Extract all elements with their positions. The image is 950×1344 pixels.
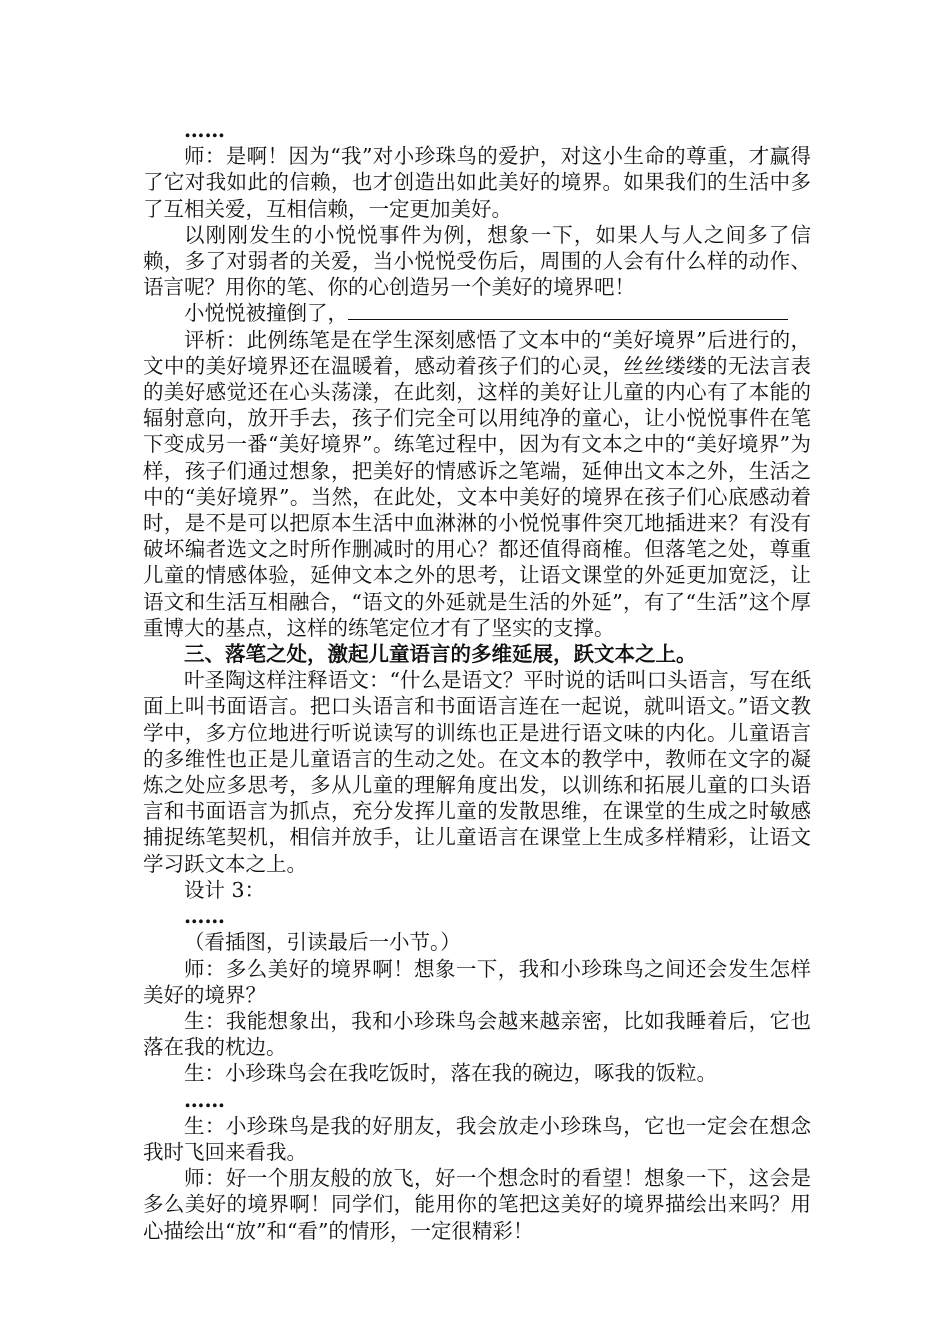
fill-in-blank-line <box>348 301 788 320</box>
fill-in-prefix: 小悦悦被撞倒了， <box>184 301 348 326</box>
teacher-question-paragraph: 师：多么美好的境界啊！想象一下，我和小珍珠鸟之间还会发生怎样美好的境界？ <box>143 956 811 1007</box>
xiaoyueyue-prompt-paragraph: 以刚刚发生的小悦悦事件为例，想象一下，如果人与人之间多了信赖，多了对弱者的关爱，当小悦悦受伤后，周围的人会有什么样的动作、语言呢？用你的笔、你的心创造另一个美好的境界吧！ <box>143 222 811 300</box>
fill-in-line-paragraph <box>143 300 811 326</box>
student-answer-3: 生：小珍珠鸟是我的好朋友，我会放走小珍珠鸟，它也一定会在想念我时飞回来看我。 <box>143 1113 811 1164</box>
illustration-instruction: （看插图，引读最后一小节。） <box>184 930 461 955</box>
section-heading-three: 三、落笔之处，激起儿童语言的多维延展，跃文本之上。 <box>184 642 697 667</box>
student-answer-2: 生：小珍珠鸟会在我吃饭时，落在我的碗边，啄我的饭粒。 <box>184 1061 717 1086</box>
student-answer-1: 生：我能想象出，我和小珍珠鸟会越来越亲密，比如我睡着后，它也落在我的枕边。 <box>143 1008 811 1060</box>
ye-shengtao-paragraph: 叶圣陶这样注释语文：“什么是语文？平时说的话叫口头语言，写在纸面上叫书面语言。把口头语言和书面语言连在一起说，就叫语文。”语文教学中，多方位地进行听说读写的训练也正是进行语文味的内化。儿童语言的多维性也正是儿童语言的生动之处。在文本的教学中，教师在文字的凝炼之处应多思考，多从儿童的理解角度出发，以训练和拓展儿童的口头语言和书面语言为抓点，充分发挥儿童的发散思维，在课堂的生成之时敏感捕捉练笔契机，相信并放手，让儿童语言在课堂上生成多样精彩，让语文学习跃文本之上。 <box>143 668 811 876</box>
design-3-label: 设计 3： <box>184 877 266 902</box>
ellipsis-1: …… <box>184 118 225 142</box>
commentary-paragraph: 评析：此例练笔是在学生深刻感悟了文本中的“美好境界”后进行的，文中的美好境界还在温暖着，感动着孩子们的心灵，丝丝缕缕的无法言表的美好感觉还在心头荡漾，在此刻，这样的美好让儿童的内心有了本能的辐射意向，放开手去，孩子们完全可以用纯净的童心，让小悦悦事件在笔下变成另一番“美好境界”。练笔过程中，因为有文本之中的“美好境界”为样，孩子们通过想象，把美好的情感诉之笔端，延伸出文本之外，生活之中的“美好境界”。当然，在此处，文本中美好的境界在孩子们心底感动着时，是不是可以把原本生活中血淋淋的小悦悦事件突兀地插进来？有没有破坏编者选文之时所作删减时的用心？都还值得商榷。但落笔之处，尊重儿童的情感体验，延伸文本之外的思考，让语文课堂的外延更加宽泛，让语文和生活互相融合，“语文的外延就是生活的外延”，有了“生活”这个厚重博大的基点，这样的练笔定位才有了坚实的支撑。 <box>143 327 811 640</box>
ellipsis-2: …… <box>184 904 225 929</box>
ellipsis-3: …… <box>184 1087 225 1112</box>
teacher-remark-paragraph: 师：是啊！因为“我”对小珍珠鸟的爱护，对这小生命的尊重，才赢得了它对我如此的信赖，也才创造出如此美好的境界。如果我们的生活中多了互相关爱，互相信赖，一定更加美好。 <box>143 144 811 221</box>
document-page <box>143 117 811 1244</box>
teacher-closing-paragraph: 师：好一个朋友般的放飞，好一个想念时的看望！想象一下，这会是多么美好的境界啊！同学们，能用你的笔把这美好的境界描绘出来吗？用心描绘出“放”和“看”的情形，一定很精彩！ <box>143 1166 811 1243</box>
